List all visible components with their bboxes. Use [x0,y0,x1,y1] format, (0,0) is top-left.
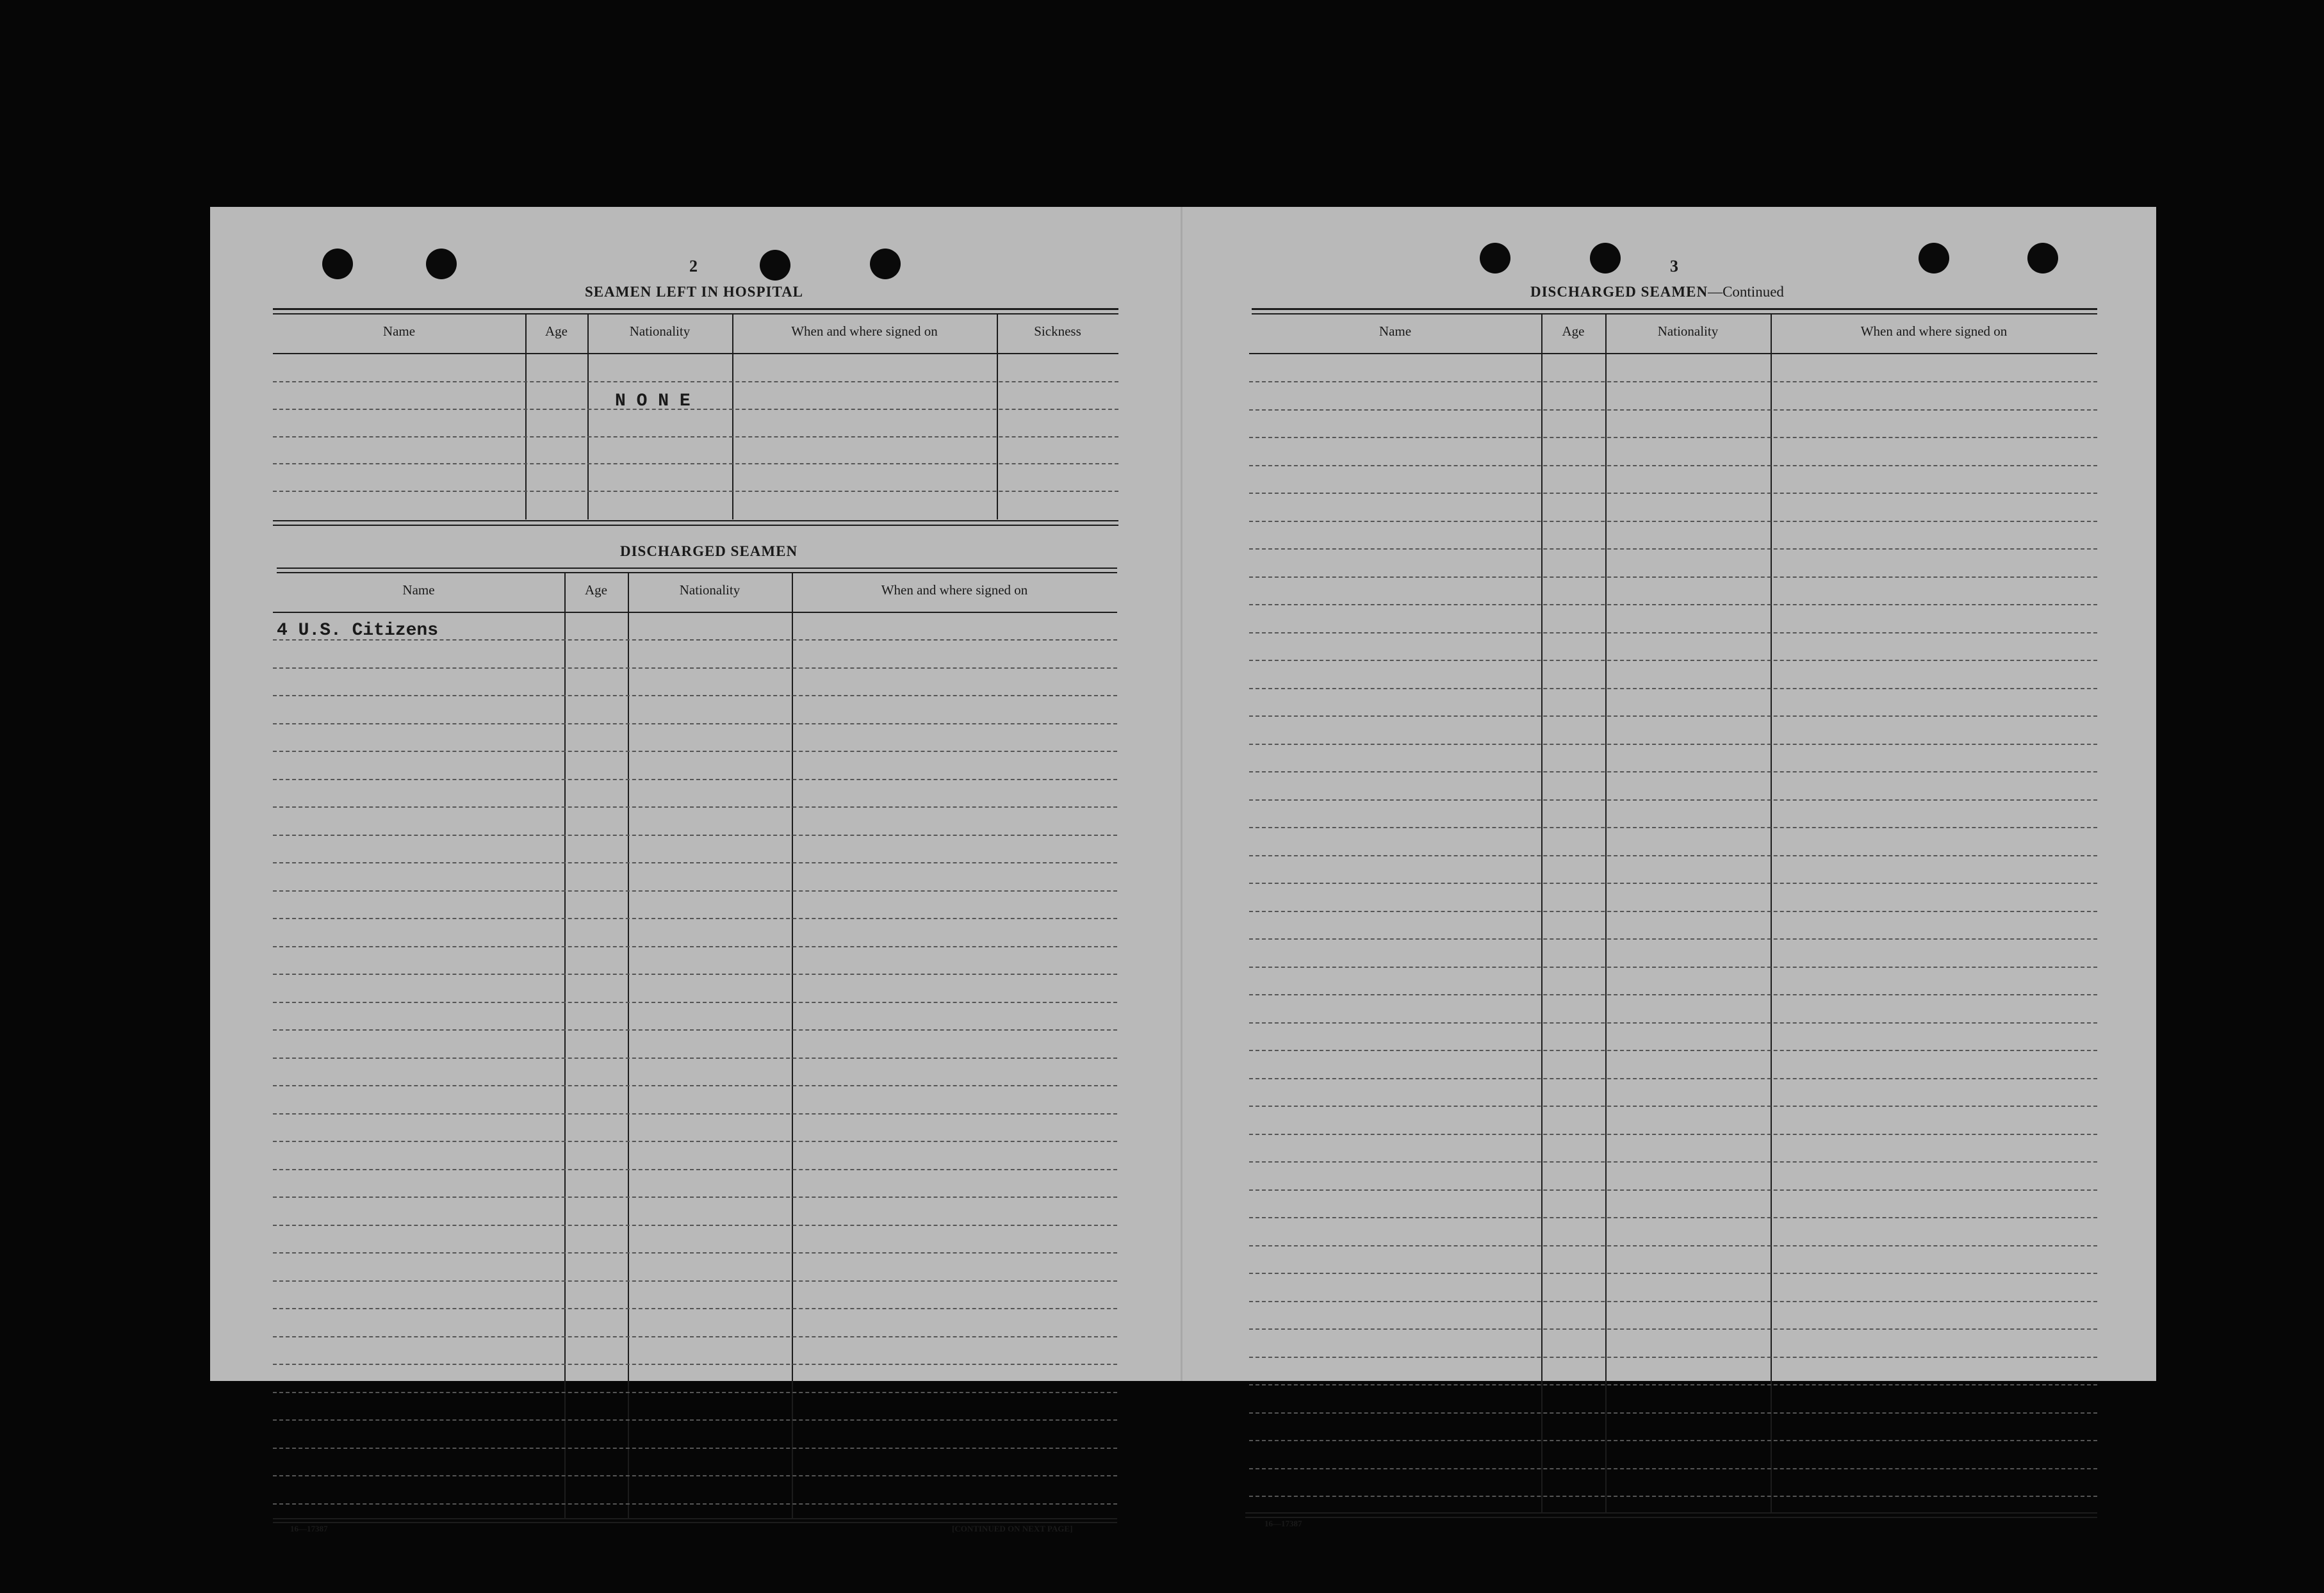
table-row-line [1249,771,2097,772]
section-title: DISCHARGED SEAMEN [1530,284,1708,300]
table-row-line [1249,1412,2097,1414]
punch-hole [322,249,353,279]
discharged-section-title: DISCHARGED SEAMEN [620,543,798,559]
table-row-line [273,1364,1117,1365]
table-row-line [273,1308,1117,1309]
column-divider [525,315,527,519]
punch-hole [1480,243,1510,274]
table-row-line [1249,1161,2097,1163]
column-header-nationality: Nationality [1657,323,1719,339]
table-row-line [1249,1328,2097,1330]
table-row-line [1249,660,2097,661]
column-divider [1605,315,1607,1512]
table-row-line [273,1392,1117,1393]
table-row-line [1249,1496,2097,1497]
punch-hole [2027,243,2058,274]
table-row-line [273,723,1117,724]
table-row-line [273,890,1117,892]
column-divider [564,573,566,1518]
discharged-entry: 4 U.S. Citizens [277,621,439,641]
table-top-rule [273,313,1118,315]
table-top-rule [273,308,1118,310]
column-header-nationality: Nationality [679,582,741,598]
column-header-name: Name [382,323,416,339]
table-row-line [1249,521,2097,522]
table-row-line [273,974,1117,975]
table-row-line [1249,1022,2097,1024]
table-row-line [1249,744,2097,745]
table-row-line [1249,604,2097,605]
column-divider [1541,315,1543,1512]
hospital-entry: N O N E [615,391,691,411]
table-top-rule [277,572,1117,573]
column-divider [732,315,733,519]
table-row-line [273,1197,1117,1198]
table-row-line [273,1002,1117,1003]
table-row-line [273,491,1118,492]
table-row-line [273,1141,1117,1142]
table-row-line [1249,1440,2097,1441]
table-row-line [1249,799,2097,801]
table-row-line [273,1336,1117,1337]
table-row-line [273,1280,1117,1282]
table-row-line [1249,493,2097,494]
table-top-rule [277,568,1117,569]
table-row-line [1249,576,2097,578]
table-bottom-rule [1245,1517,2097,1518]
page-number: 2 [689,257,698,275]
table-row-line [273,1225,1117,1226]
table-row-line [1249,1384,2097,1385]
table-row-line [1249,1301,2097,1302]
table-row-line [1249,938,2097,940]
form-number: 16—17387 [290,1524,328,1533]
punch-hole [870,249,901,279]
title-suffix: —Continued [1708,284,1784,300]
table-bottom-rule [273,525,1118,526]
table-bottom-rule [1245,1512,2097,1514]
header-rule [1249,353,2097,354]
table-row-line [273,1475,1117,1476]
table-row-line [1249,1106,2097,1107]
column-header-age: Age [545,323,568,339]
table-row-line [273,639,1117,641]
table-row-line [273,381,1118,382]
punch-hole [426,249,457,279]
punch-hole [1919,243,1949,274]
continued-note: [CONTINUED ON NEXT PAGE] [952,1524,1073,1533]
table-bottom-rule [273,520,1118,521]
column-divider [997,315,998,519]
table-row-line [273,1085,1117,1086]
table-row-line [1249,548,2097,550]
table-row-line [1249,994,2097,995]
table-row-line [273,667,1117,669]
table-row-line [1249,381,2097,382]
column-header-signed-on: When and where signed on [1860,323,2008,339]
table-row-line [1249,688,2097,689]
header-rule [273,353,1118,354]
left-page [210,207,1190,1533]
table-row-line [273,695,1117,696]
column-header-age: Age [1562,323,1585,339]
table-bottom-rule [273,1518,1117,1519]
table-row-line [1249,1273,2097,1274]
table-row-line [273,946,1117,947]
column-divider [1771,315,1772,1512]
table-row-line [273,1169,1117,1170]
column-header-sickness: Sickness [1034,323,1081,339]
table-row-line [1249,409,2097,411]
column-header-signed-on: When and where signed on [881,582,1028,598]
table-row-line [1249,967,2097,968]
column-divider [587,315,589,519]
table-row-line [273,751,1117,752]
punch-hole [1590,243,1621,274]
page-number: 3 [1670,257,1678,275]
column-header-name: Name [402,582,435,598]
table-row-line [1249,855,2097,856]
table-row-line [273,1419,1117,1421]
punch-hole [760,250,790,281]
table-row-line [1249,1245,2097,1246]
column-header-signed-on: When and where signed on [791,323,938,339]
table-row-line [1249,1050,2097,1051]
table-row-line [273,1448,1117,1449]
column-header-age: Age [585,582,607,598]
table-row-line [1249,437,2097,438]
form-number: 16—17387 [1264,1519,1302,1528]
header-rule [273,612,1117,613]
table-row-line [273,1058,1117,1059]
table-row-line [273,436,1118,437]
table-row-line [1249,632,2097,633]
table-row-line [273,1113,1117,1115]
right-page [1182,207,2156,1528]
column-header-name: Name [1379,323,1412,339]
table-row-line [1249,1357,2097,1358]
table-row-line [273,835,1117,836]
table-row-line [273,918,1117,919]
table-row-line [273,1503,1117,1505]
hospital-section-title: SEAMEN LEFT IN HOSPITAL [585,284,804,300]
table-row-line [1249,883,2097,884]
table-row-line [1249,827,2097,828]
table-row-line [273,463,1118,464]
table-row-line [273,1252,1117,1254]
table-row-line [273,806,1117,808]
table-row-line [273,779,1117,780]
table-top-rule [1252,313,2097,315]
table-row-line [1249,1078,2097,1079]
table-row-line [273,862,1117,863]
table-bottom-rule [273,1522,1117,1523]
column-divider [628,573,629,1518]
table-row-line [273,1029,1117,1031]
table-top-rule [1252,308,2097,310]
discharged-continued-title [1530,284,1784,300]
table-row-line [1249,465,2097,466]
table-row-line [1249,1217,2097,1218]
table-row-line [1249,911,2097,912]
table-row-line [1249,1468,2097,1469]
table-row-line [273,409,1118,410]
table-row-line [1249,1134,2097,1135]
column-divider [792,573,793,1518]
column-header-nationality: Nationality [629,323,691,339]
table-row-line [1249,715,2097,717]
table-row-line [1249,1189,2097,1191]
